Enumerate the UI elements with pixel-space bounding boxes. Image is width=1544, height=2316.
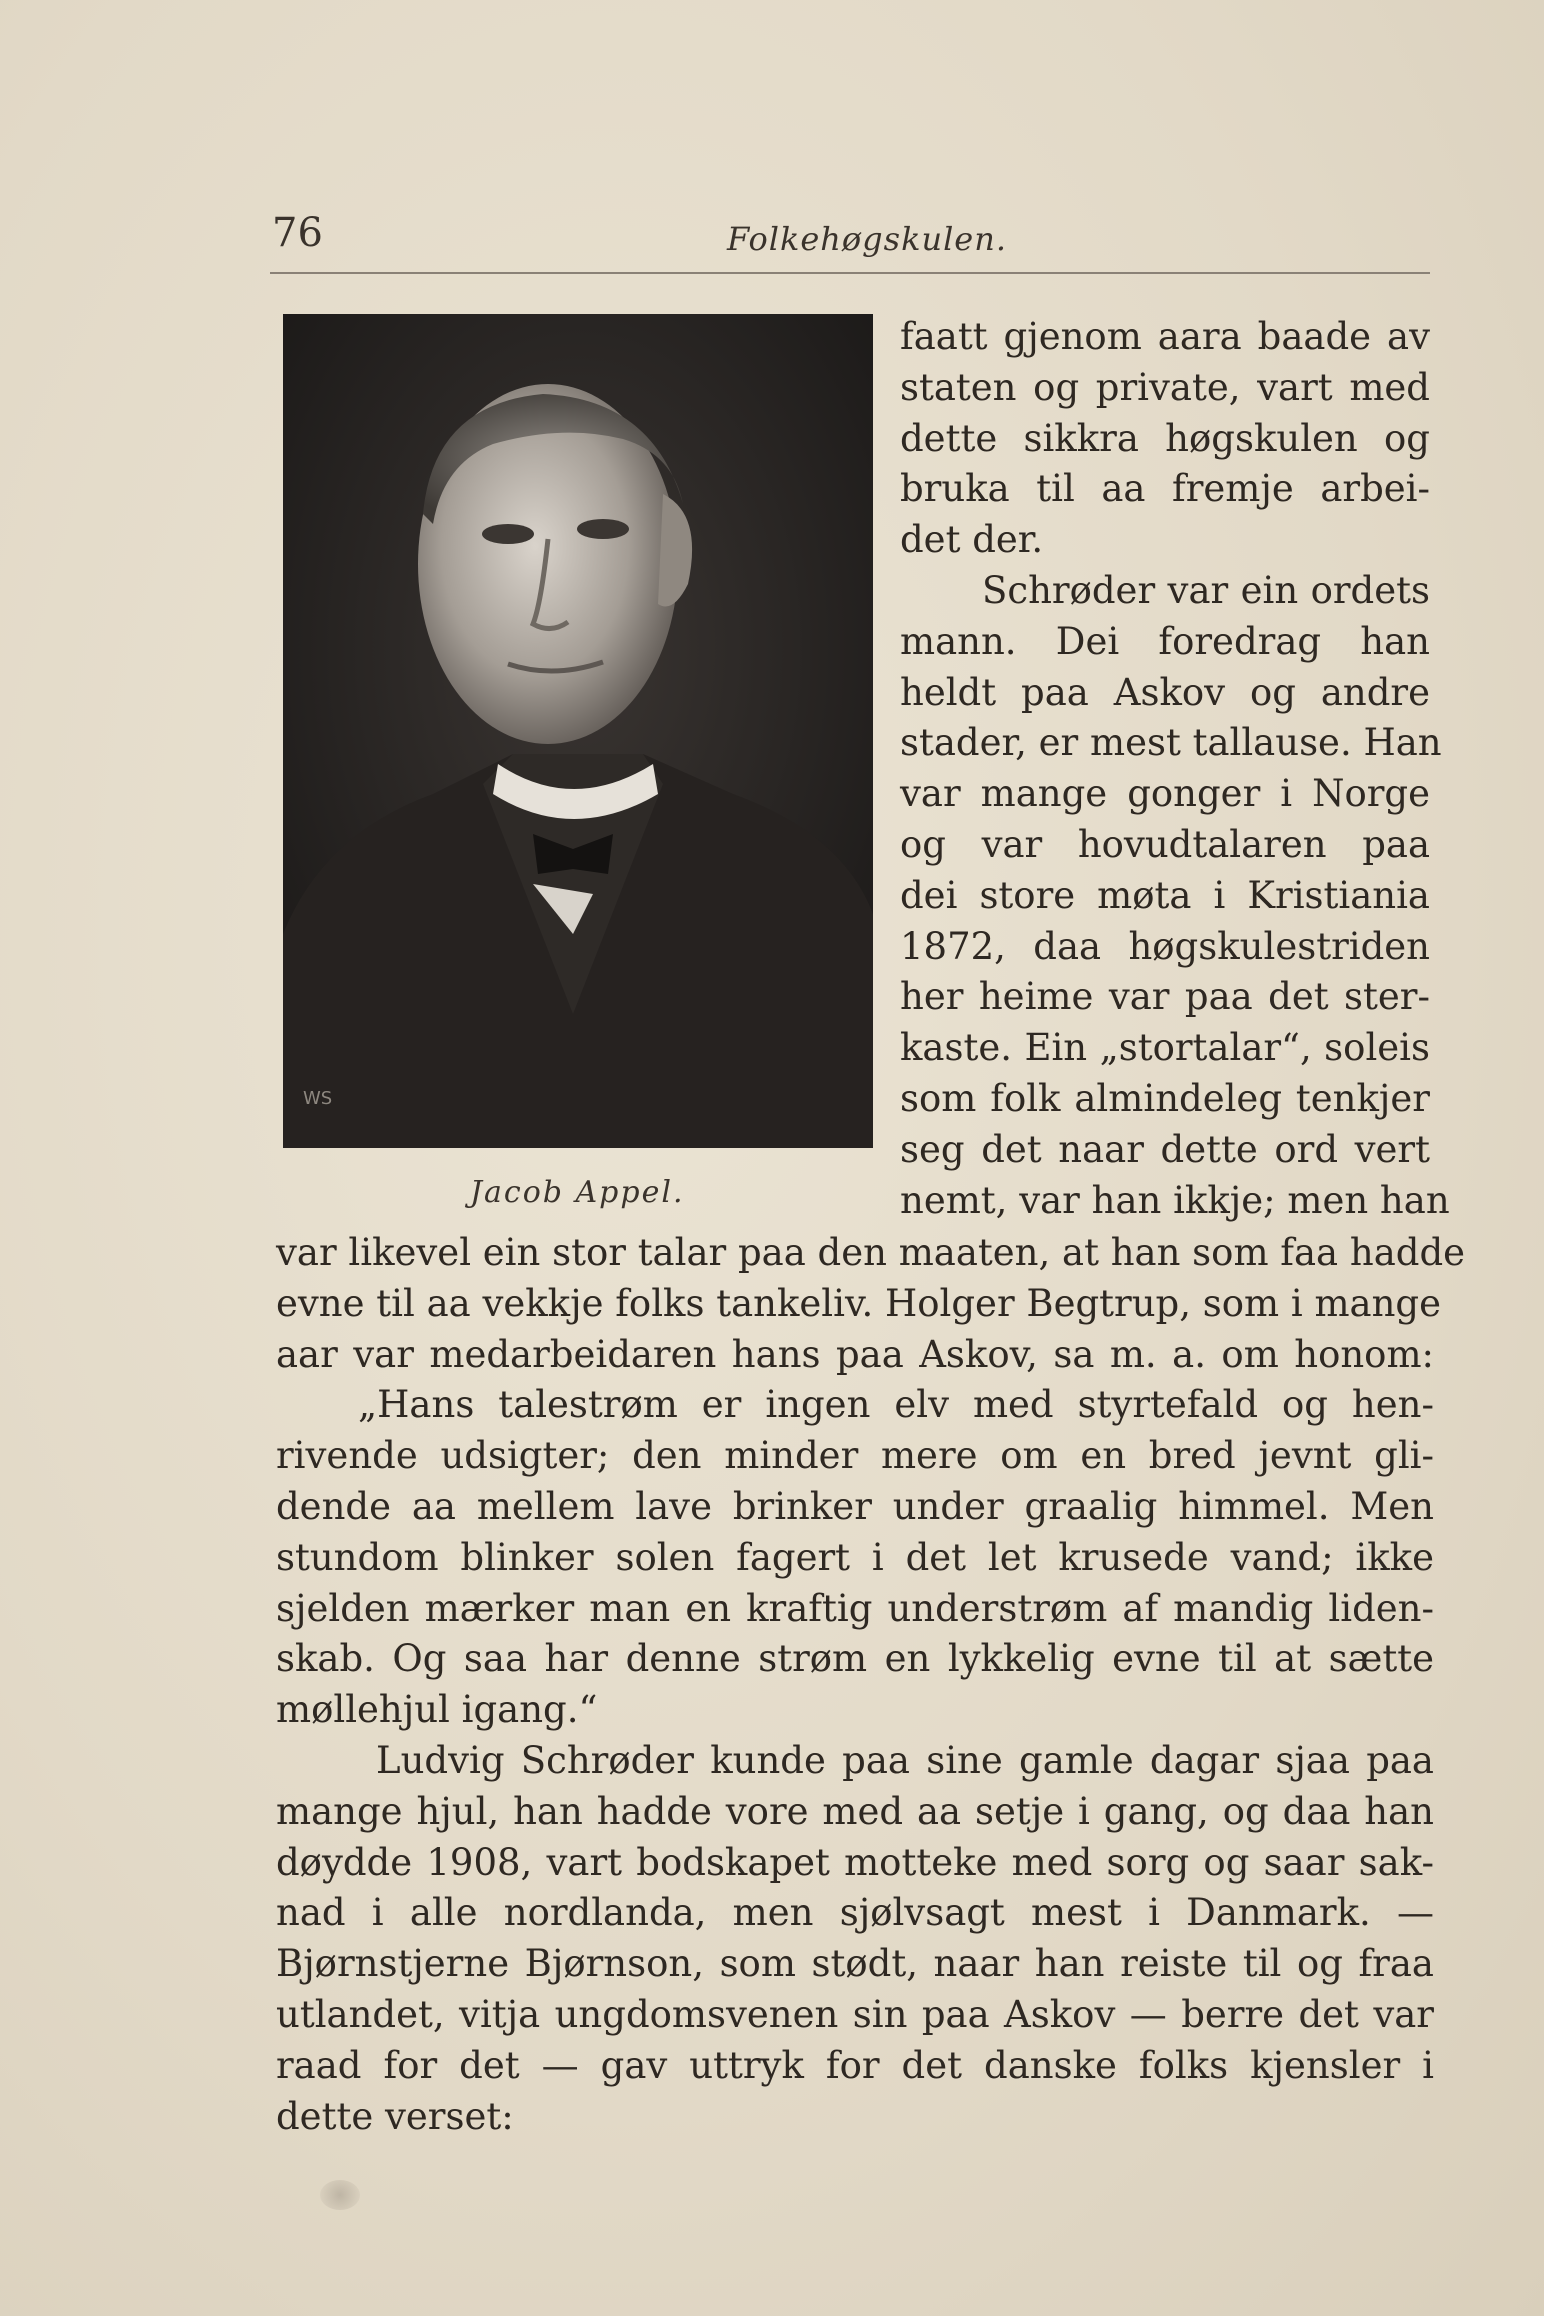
text-line: 1872, daa høgskulestriden	[900, 924, 1430, 968]
figure-caption: Jacob Appel.	[470, 1175, 685, 1210]
text-line: stundom blinker solen fagert i det let krusede vand; ikke	[276, 1535, 1434, 1579]
text-line: her heime var paa det ster-	[900, 975, 1430, 1019]
text-line: Schrøder var ein ordets	[982, 568, 1430, 612]
portrait-photo	[283, 314, 873, 1148]
ink-smudge	[320, 2180, 360, 2210]
text-line: nad i alle nordlanda, men sjølvsagt mest i Danmark. —	[276, 1891, 1434, 1935]
text-line: og var hovudtalaren paa	[900, 822, 1430, 866]
text-line: var likevel ein stor talar paa den maaten, at han som faa hadde	[276, 1231, 1466, 1274]
text-line: som folk almindeleg tenkjer	[900, 1076, 1430, 1120]
text-line: heldt paa Askov og andre	[900, 670, 1430, 714]
full-width-text	[276, 1228, 1466, 2142]
text-line: nemt, var han ikkje; men han	[900, 1178, 1450, 1222]
running-head	[272, 210, 1432, 270]
right-column-text	[900, 312, 1450, 1226]
text-line: rivende udsigter; den minder mere om en bred jevnt gli-	[276, 1434, 1434, 1478]
text-line: møllehjul igang.“	[276, 1688, 598, 1732]
text-line: dende aa mellem lave brinker under graalig himmel. Men	[276, 1484, 1434, 1528]
text-line: stader, er mest tallause. Han	[900, 721, 1442, 765]
page-number: 76	[272, 210, 323, 256]
text-line: dette verset:	[276, 2094, 514, 2138]
text-line: dette sikkra høgskulen og	[900, 416, 1430, 460]
running-title: Folkehøgskulen.	[727, 220, 1008, 258]
portrait-monogram: WS	[303, 1088, 333, 1109]
text-line: mange hjul, han hadde vore med aa setje i gang, og daa han	[276, 1789, 1434, 1833]
text-line: „Hans talestrøm er ingen elv med styrtefald og hen-	[358, 1383, 1434, 1427]
text-line: mann. Dei foredrag han	[900, 619, 1430, 663]
text-line: faatt gjenom aara baade av	[900, 315, 1430, 358]
text-line: evne til aa vekkje folks tankeliv. Holger Begtrup, som i mange	[276, 1281, 1442, 1325]
text-line: døydde 1908, vart bodskapet motteke med sorg og saar sak-	[276, 1840, 1434, 1884]
text-line: utlandet, vitja ungdomsvenen sin paa Askov — berre det var	[276, 1992, 1434, 2036]
text-line: det der.	[900, 518, 1044, 562]
text-line: dei store møta i Kristiania	[900, 873, 1430, 917]
text-line: staten og private, vart med	[900, 365, 1430, 409]
text-line: Bjørnstjerne Bjørnson, som stødt, naar han reiste til og fraa	[276, 1942, 1434, 1986]
text-line: bruka til aa fremje arbei-	[900, 467, 1430, 511]
text-line: kaste. Ein „stortalar“, soleis	[900, 1026, 1430, 1070]
text-line: aar var medarbeidaren hans paa Askov, sa m. a. om honom:	[276, 1332, 1434, 1376]
text-line: Ludvig Schrøder kunde paa sine gamle dagar sjaa paa	[376, 1738, 1434, 1782]
text-line: sjelden mærker man en kraftig understrøm af mandig liden-	[276, 1586, 1434, 1630]
portrait-illustration	[283, 314, 873, 1148]
text-line: var mange gonger i Norge	[900, 772, 1430, 816]
text-line: seg det naar dette ord vert	[900, 1127, 1430, 1171]
text-line: raad for det — gav uttryk for det danske folks kjensler i	[276, 2043, 1434, 2087]
text-line: skab. Og saa har denne strøm en lykkelig evne til at sætte	[276, 1637, 1434, 1681]
header-rule	[270, 272, 1430, 274]
